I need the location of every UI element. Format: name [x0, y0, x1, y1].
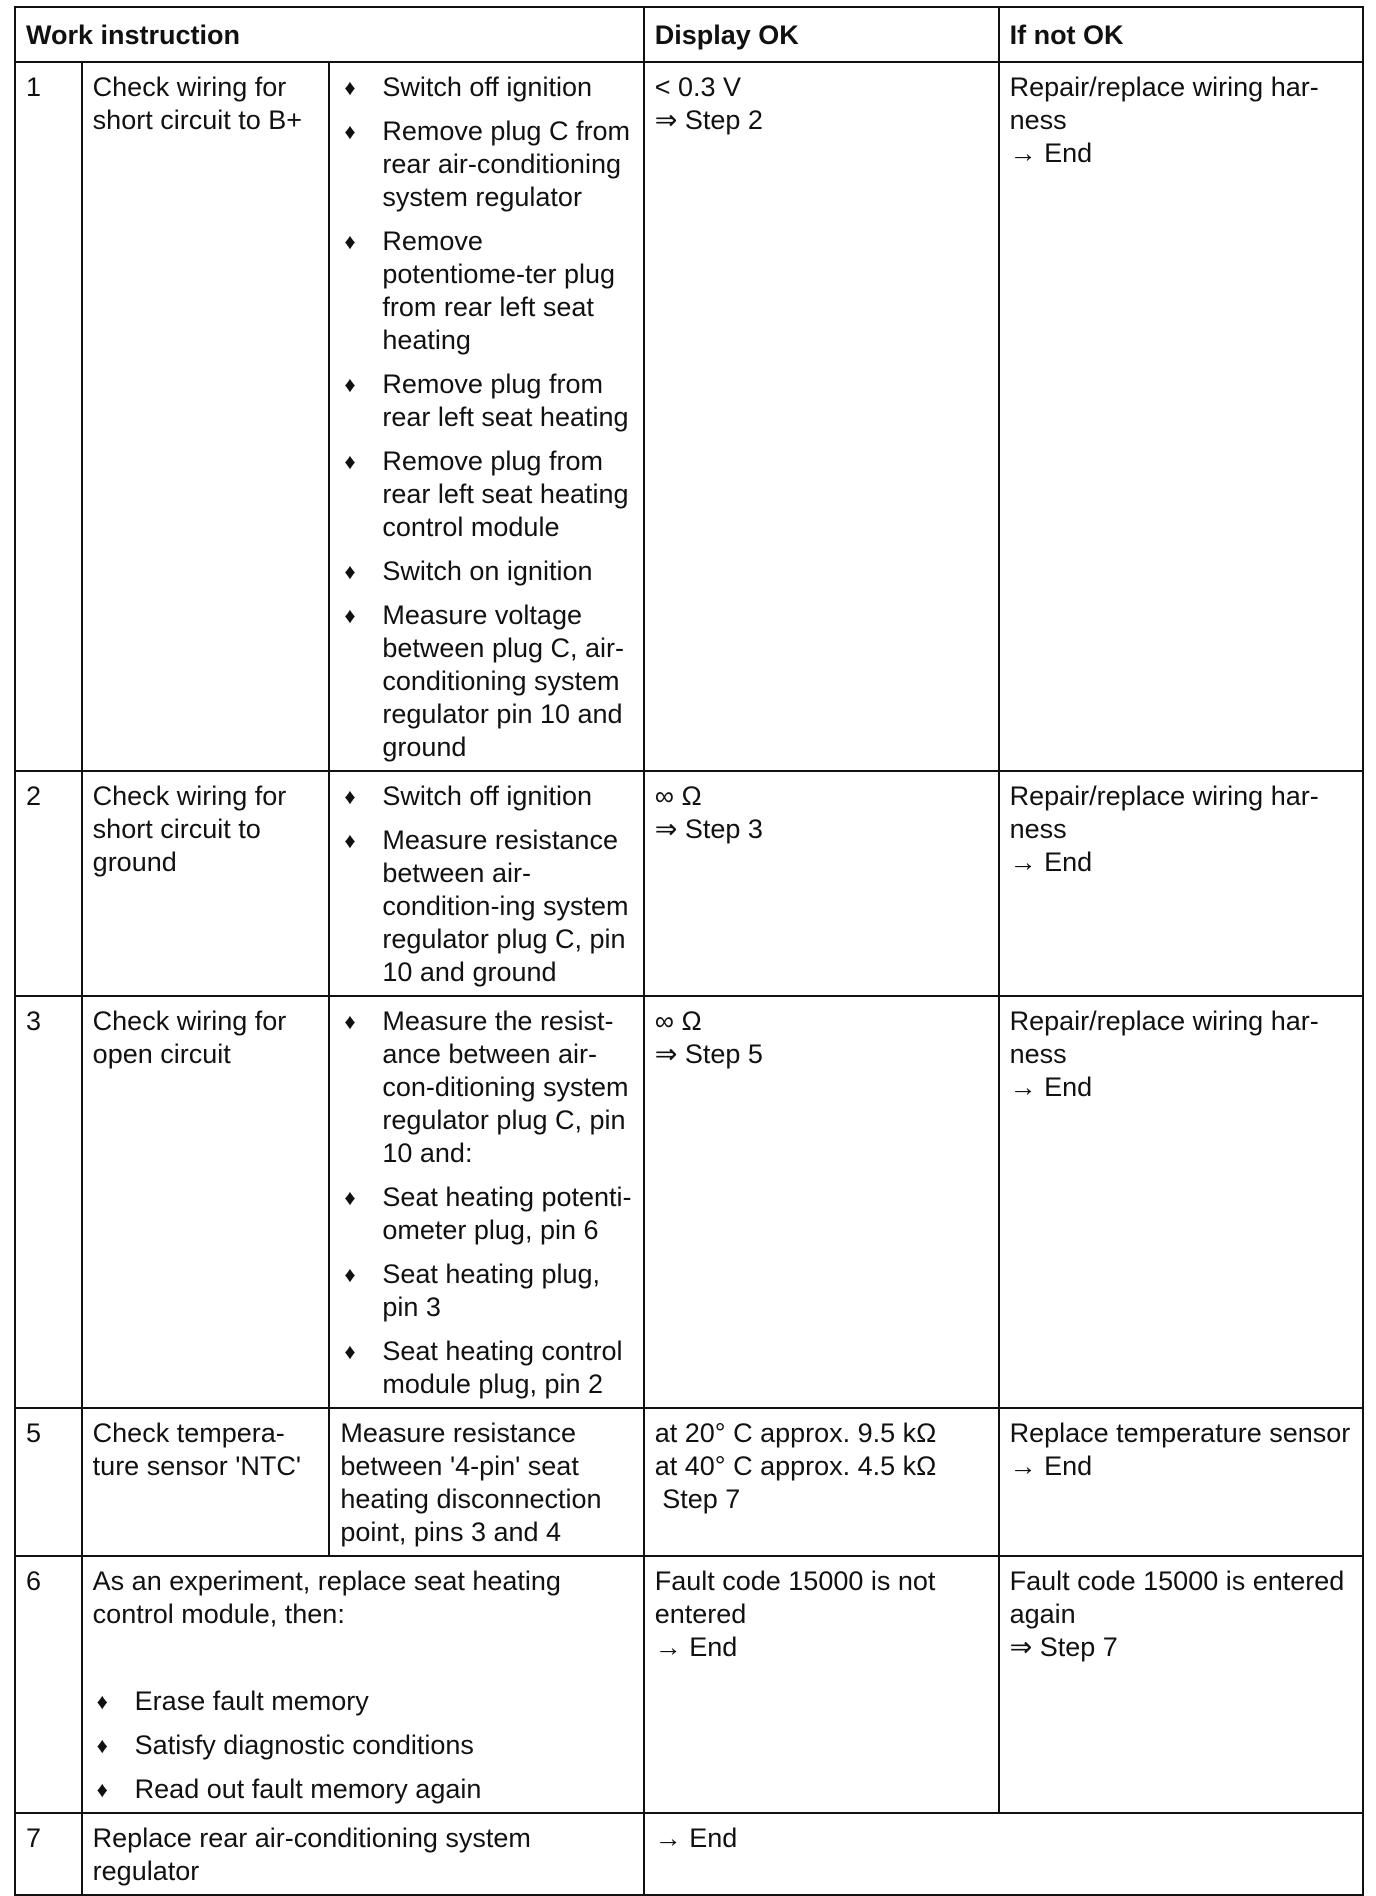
list-item: ♦ Remove plug from rear left seat heating control module [344, 446, 629, 542]
list-item: ♦ Measure voltage between plug C, air-conditioning system regulator pin 10 and ground [344, 600, 624, 762]
display-ok-cell [644, 996, 999, 1408]
list-item: ♦ Switch off ignition [344, 72, 592, 102]
ok-value: ∞ Ω [654, 1006, 702, 1036]
action-list [340, 1005, 632, 1401]
list-item: ♦ Measure resistance between air-condition-ing system regulator plug C, pin 10 and ground [344, 825, 629, 987]
not-ok-cell [999, 996, 1363, 1408]
display-ok-cell [644, 771, 999, 996]
not-ok-action: Repair/replace wiring har-ness [1009, 72, 1319, 135]
not-ok-next: ⇒ Step 7 [1009, 1632, 1118, 1662]
not-ok-action: Repair/replace wiring har-ness [1009, 781, 1319, 844]
diamond-bullet-icon: ♦ [344, 1339, 356, 1364]
action-list [340, 71, 632, 764]
check-description: Check tempera-ture sensor 'NTC' [82, 1408, 330, 1556]
diamond-bullet-icon: ♦ [344, 75, 356, 100]
table-row [15, 1556, 1363, 1813]
table-row [15, 1408, 1363, 1556]
action-list-cell [329, 771, 643, 996]
list-item: ♦ Remove plug C from rear air-conditioning system regulator [344, 116, 630, 212]
ok-value: ∞ Ω [654, 781, 702, 811]
work-instruction-table [14, 6, 1364, 1896]
step-number: 7 [15, 1813, 82, 1895]
list-item: ♦ Erase fault memory [96, 1686, 369, 1716]
not-ok-next: → End [1009, 138, 1093, 168]
action-list [93, 1685, 633, 1806]
ok-next-step: ⇒ Step 5 [654, 1039, 763, 1069]
step-number: 3 [15, 996, 82, 1408]
diamond-bullet-icon: ♦ [344, 828, 356, 853]
instruction-text: As an experiment, replace seat heating control module, then: [92, 1566, 561, 1629]
ok-value: < 0.3 V [654, 72, 742, 102]
diamond-bullet-icon: ♦ [344, 372, 356, 397]
not-ok-cell [999, 1408, 1363, 1556]
table-row [15, 62, 1363, 771]
ok-next-step: Step 7 [654, 1484, 741, 1514]
not-ok-cell [999, 771, 1363, 996]
list-item: ♦ Switch off ignition [344, 781, 592, 811]
not-ok-action: Fault code 15000 is entered again [1009, 1566, 1345, 1629]
diamond-bullet-icon: ♦ [344, 603, 356, 628]
ok-next-step: ⇒ Step 2 [654, 105, 763, 135]
diamond-bullet-icon: ♦ [96, 1689, 108, 1714]
list-item: ♦ Read out fault memory again [96, 1774, 482, 1804]
check-description: Check wiring for open circuit [82, 996, 330, 1408]
table-row [15, 996, 1363, 1408]
ok-value: at 20° C approx. 9.5 kΩ [654, 1418, 937, 1448]
diamond-bullet-icon: ♦ [344, 559, 356, 584]
not-ok-next: → End [1009, 1451, 1093, 1481]
ok-next-step: → End [654, 1632, 738, 1662]
display-ok-cell [644, 1556, 999, 1813]
step-number: 5 [15, 1408, 82, 1556]
not-ok-action: Repair/replace wiring har-ness [1009, 1006, 1319, 1069]
not-ok-next: → End [1009, 1072, 1093, 1102]
not-ok-cell [999, 62, 1363, 771]
instruction-cell [82, 1556, 644, 1813]
step-number: 1 [15, 62, 82, 771]
action-text: Measure resistance between '4-pin' seat heating disconnection point, pins 3 and 4 [329, 1408, 643, 1556]
step-number: 2 [15, 771, 82, 996]
diamond-bullet-icon: ♦ [344, 1009, 356, 1034]
instruction-text: Replace rear air-conditioning system regulator [82, 1813, 644, 1895]
list-item: ♦ Remove potentiome-ter plug from rear left seat heating [344, 226, 615, 355]
not-ok-next: → End [1009, 847, 1093, 877]
step-number: 6 [15, 1556, 82, 1813]
display-ok-cell [644, 62, 999, 771]
header-row [15, 7, 1363, 62]
header-if-not-ok: If not OK [999, 7, 1363, 62]
list-item: ♦ Satisfy diagnostic conditions [96, 1730, 474, 1760]
diamond-bullet-icon: ♦ [344, 1262, 356, 1287]
diamond-bullet-icon: ♦ [96, 1777, 108, 1802]
ok-value: at 40° C approx. 4.5 kΩ [654, 1451, 937, 1481]
list-item: ♦ Remove plug from rear left seat heating [344, 369, 629, 432]
header-work-instruction: Work instruction [15, 7, 644, 62]
table-row [15, 771, 1363, 996]
list-item: ♦ Measure the resist-ance between air-con-ditioning system regulator plug C, pin 10 and: [344, 1006, 629, 1168]
ok-next-step: → End [654, 1823, 738, 1853]
diamond-bullet-icon: ♦ [96, 1733, 108, 1758]
display-ok-cell [644, 1813, 1363, 1895]
not-ok-action: Replace temperature sensor [1009, 1418, 1351, 1448]
not-ok-cell [999, 1556, 1363, 1813]
ok-value: Fault code 15000 is not entered [654, 1566, 936, 1629]
diamond-bullet-icon: ♦ [344, 449, 356, 474]
list-item: ♦ Seat heating control module plug, pin 2 [344, 1336, 623, 1399]
diamond-bullet-icon: ♦ [344, 119, 356, 144]
diamond-bullet-icon: ♦ [344, 784, 356, 809]
action-list-cell [329, 996, 643, 1408]
check-description: Check wiring for short circuit to B+ [82, 62, 330, 771]
ok-next-step: ⇒ Step 3 [654, 814, 763, 844]
diamond-bullet-icon: ♦ [344, 1185, 356, 1210]
action-list-cell [329, 62, 643, 771]
check-description: Check wiring for short circuit to ground [82, 771, 330, 996]
diamond-bullet-icon: ♦ [344, 229, 356, 254]
table-row [15, 1813, 1363, 1895]
header-display-ok: Display OK [644, 7, 999, 62]
list-item: ♦ Switch on ignition [344, 556, 593, 586]
list-item: ♦ Seat heating potenti-ometer plug, pin 6 [344, 1182, 632, 1245]
action-list [340, 780, 632, 989]
display-ok-cell [644, 1408, 999, 1556]
list-item: ♦ Seat heating plug, pin 3 [344, 1259, 601, 1322]
